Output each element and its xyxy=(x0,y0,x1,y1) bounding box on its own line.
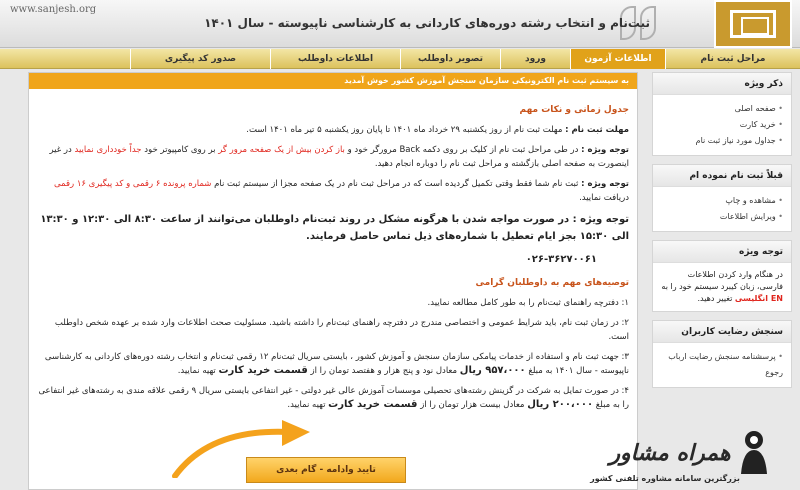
rec3-text-c: تهیه نمایید. xyxy=(177,366,216,376)
page-header-title: ثبت‌نام و انتخاب رشته دوره‌های کاردانی به کارشناسی ناپیوسته - سال ۱۴۰۱ xyxy=(204,16,650,30)
recommendation-3 xyxy=(37,350,629,378)
note1-text-a: در طی مراحل ثبت نام از کلیک بر روی دکمه Back مرورگر خود و xyxy=(347,145,579,155)
main-content xyxy=(28,72,638,490)
sidebar-box-registered xyxy=(652,164,792,232)
sanjesh-logo xyxy=(714,0,792,48)
recommendation-1: ۱: دفترچه راهنمای ثبت‌نام را به طور کامل مطالعه نمایید. xyxy=(427,298,629,308)
deadline-text: مهلت ثبت نام از روز یکشنبه ۲۹ خرداد ماه ۱۴۰۱ تا پایان روز یکشنبه ۵ تیر ماه ۱۴۰۱ است. xyxy=(246,125,563,135)
note3-text: در صورت مواجه شدن با هرگونه مشکل در روند ثبت‌نام داوطلبان می‌توانند از ساعت ۸:۳۰ الی ۱۲:۳۰ و ۱۳:۳۰ الی ۱۵:۳۰ بجز ایام تعطیل با شماره‌های ذیل تماس حاصل فرمایند. xyxy=(40,214,629,242)
note2-label: توجه ویژه : xyxy=(581,179,629,189)
welcome-banner: به سیستم ثبت نام الکترونیکی سازمان سنجش آموزش کشور خوش آمدید xyxy=(29,73,637,89)
notice-text-red: EN انگلیسی xyxy=(734,294,783,303)
sidebar-link-edit-info[interactable]: • ویرایش اطلاعات xyxy=(661,209,783,225)
nav-item-exam-info[interactable]: اطلاعات آزمون xyxy=(570,49,665,69)
rec4-text-a: ۴: در صورت تمایل به شرکت در گزینش رشته‌های تحصیلی موسسات آموزش عالی غیر دولتی - غیر انتفاعی بایستی سریال ۹ رقمی علاقه مندی به رشته‌های غیر انتفاعی را به مبلغ xyxy=(38,386,629,410)
sidebar-link-survey[interactable]: • پرسشنامه سنجش رضایت ارباب رجوع xyxy=(661,349,783,381)
note-support-hours xyxy=(37,211,629,245)
nav-item-login[interactable]: ورود xyxy=(500,49,570,69)
rec3-text-a: ۳: جهت ثبت نام و استفاده از خدمات پیامکی سازمان سنجش و آموزش کشور ، بایستی سریال ثبت‌نام ۱۲ رقمی ثبت‌نام و انتخاب رشته دوره‌های کاردانی به کارشناسی ناپیوسته - سال ۱۴۰۱ به مبلغ xyxy=(44,352,629,376)
sidebar-box-notice xyxy=(652,240,792,312)
deadline-label: مهلت ثبت نام : xyxy=(565,125,629,135)
note1-text-c: در غیر اینصورت به صفحه اصلی بازگشته و مراحل ثبت نام را دوباره انجام دهید. xyxy=(49,145,629,169)
rec4-text-c: تهیه نمایید. xyxy=(287,400,326,410)
recommendation-4 xyxy=(37,384,629,412)
hamrah-moshaver-logo-icon xyxy=(735,428,773,476)
sidebar-box-survey-title: سنجش رضایت کاربران xyxy=(653,321,791,343)
note1-red-a: باز کردن بیش از یک صفحه مرور گر xyxy=(218,145,345,155)
sidebar-link-view-print[interactable]: • مشاهده و چاپ xyxy=(661,193,783,209)
sidebar-link-home[interactable]: • صفحه اصلی xyxy=(661,101,783,117)
note-label: توجه ویژه : xyxy=(581,145,629,155)
watermark-subtitle: بزرگترین سامانه مشاوره تلفنی کشور xyxy=(590,474,740,483)
note2-red: شماره پرونده ۶ رقمی و کد پیگیری ۱۶ رقمی xyxy=(53,179,212,189)
sidebar-box-notice-title: توجه ویژه xyxy=(653,241,791,263)
sidebar-box-special-title: ذکر ویژه xyxy=(653,73,791,95)
rec3-buy-card-link[interactable]: قسمت خرید کارت xyxy=(218,365,308,376)
rec4-price: ۲۰۰،۰۰۰ ریال xyxy=(527,399,594,410)
rec3-price: ۹۵۷،۰۰۰ ریال xyxy=(459,365,526,376)
nav-item-registration-steps[interactable]: مراحل ثبت نام xyxy=(665,49,800,69)
nav-item-candidate-photo[interactable]: تصویر داوطلب xyxy=(400,49,500,69)
main-nav xyxy=(0,49,800,69)
rec3-text-b: معادل نود و پنج هزار و هفتصد تومان را از xyxy=(310,366,458,376)
note3-label: توجه ویژه : xyxy=(572,214,629,225)
note2-text-a: ثبت نام شما فقط وقتی تکمیل گردیده است که در مراحل ثبت نام در یک صفحه مجزا از سیستم ثبت نام xyxy=(214,179,579,189)
section-title-recommendations: توصیه‌های مهم به داوطلبان گرامی xyxy=(475,278,629,288)
sidebar-box-special xyxy=(652,72,792,156)
note-back-button xyxy=(37,143,629,171)
sidebar-link-tables[interactable]: • جداول مورد نیاز ثبت نام xyxy=(661,133,783,149)
site-url[interactable]: www.sanjesh.org xyxy=(10,4,97,15)
sidebar-box-survey xyxy=(652,320,792,388)
sidebar-link-buy-card[interactable]: • خرید کارت xyxy=(661,117,783,133)
header-bar xyxy=(0,0,800,48)
note1-red-b: جداً خودداری نمایید xyxy=(74,145,142,155)
rec4-buy-card-link[interactable]: قسمت خرید کارت xyxy=(328,399,418,410)
nav-item-candidate-info[interactable]: اطلاعات داوطلب xyxy=(270,49,400,69)
rec4-text-b: معادل بیست هزار تومان را از xyxy=(420,400,525,410)
notice-text-b: تغییر دهید. xyxy=(697,294,733,303)
sidebar-box-registered-title: قبلاً ثبت نام نموده ام xyxy=(653,165,791,187)
nav-item-tracking-code[interactable]: صدور کد پیگیری xyxy=(130,49,270,69)
sidebar-notice-text xyxy=(653,263,791,311)
deadline-paragraph xyxy=(37,123,629,137)
watermark-text: همراه مشاور xyxy=(609,440,731,466)
recommendation-2: ۲: در زمان ثبت نام، باید شرایط عمومی و اختصاصی مندرج در دفترچه راهنمای ثبت‌نام را داشته باشید. مسئولیت صحت اطلاعات وارد شده بر عهده شخص داوطلب است. xyxy=(54,318,629,342)
note1-text-b: بر روی کامپیوتر خود xyxy=(144,145,216,155)
note-tracking-code xyxy=(37,177,629,205)
section-title-schedule: جدول زمانی و نکات مهم xyxy=(519,105,629,115)
orange-arrow-icon xyxy=(170,418,330,478)
next-step-button[interactable]: تایید وادامه - گام بعدی xyxy=(246,457,406,483)
support-phone: ۰۲۶-۳۶۲۷۰۰۶۱ xyxy=(525,254,597,265)
note2-text-b: دریافت نمایید. xyxy=(579,193,629,203)
notice-text-a: در هنگام وارد کردن اطلاعات فارسی، زبان کیبرد سیستم خود را به xyxy=(661,270,783,291)
sidebar xyxy=(652,72,792,396)
